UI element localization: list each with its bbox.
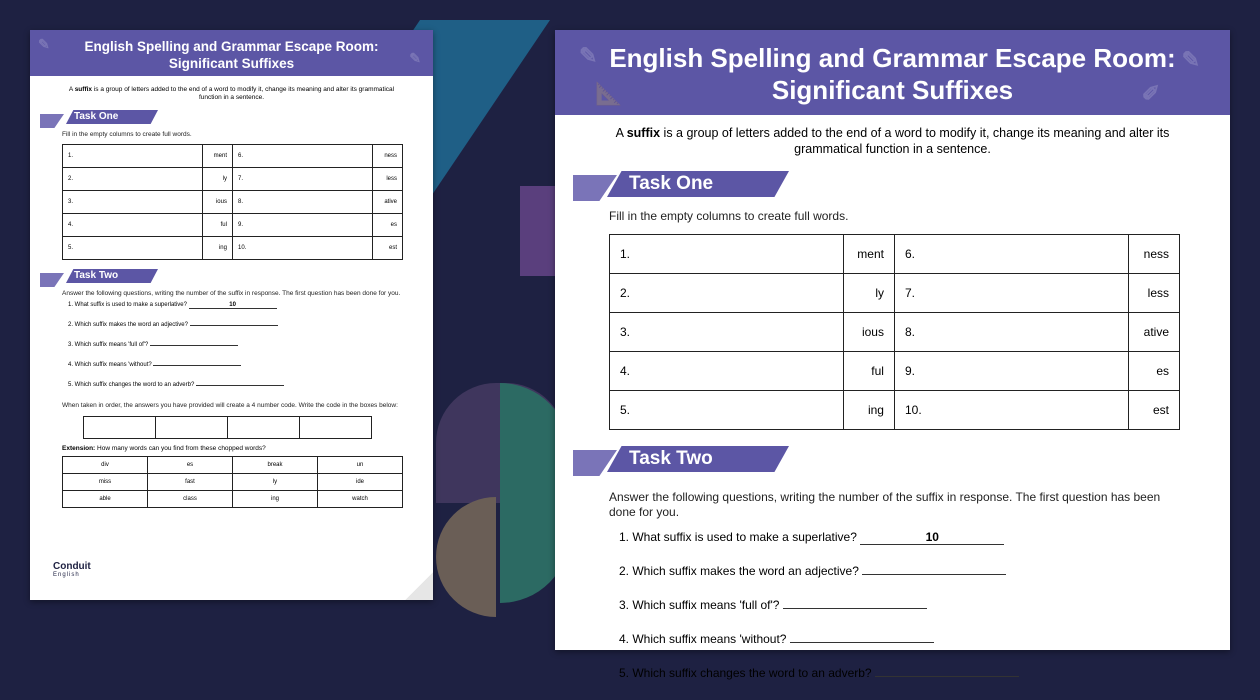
chopped-word-cell: break: [233, 457, 318, 474]
suffix-table-row: [610, 352, 1180, 391]
question-text: 5. Which suffix changes the word to an adverb?: [68, 382, 195, 388]
worksheet-preview-zoomed: [555, 30, 1230, 680]
suffix-table: [62, 144, 403, 260]
word-cell[interactable]: 9.: [894, 352, 1128, 391]
chopped-word-cell: watch: [318, 491, 403, 508]
suffix-cell: less: [372, 168, 402, 191]
book-doodle-icon: ✐: [1141, 81, 1160, 106]
code-box[interactable]: [155, 416, 228, 439]
suffix-table-row: [63, 145, 403, 168]
question-text: 4. Which suffix means 'without?: [619, 632, 787, 646]
title-line2: Significant Suffixes: [168, 56, 295, 71]
suffix-table: [609, 234, 1180, 430]
question-item: [68, 322, 433, 342]
ruler-doodle-icon: 📐: [595, 81, 623, 106]
intro-keyword: suffix: [626, 126, 661, 140]
title-line1: English Spelling and Grammar Escape Room:: [84, 39, 379, 54]
question-text: 1. What suffix is used to make a superlative?: [619, 530, 857, 544]
question-item: [619, 598, 1230, 632]
task-two-instruction: Answer the following questions, writing the number of the suffix in response. The first question has been done for you.: [609, 490, 1161, 519]
suffix-cell: less: [1129, 274, 1180, 313]
intro-text: [30, 76, 433, 102]
suffix-cell: ative: [1129, 313, 1180, 352]
question-text: 3. Which suffix means 'full of'?: [619, 598, 780, 612]
word-cell[interactable]: 8.: [894, 313, 1128, 352]
question-text: 2. Which suffix makes the word an adjective?: [619, 564, 859, 578]
suffix-cell: ful: [202, 214, 232, 237]
word-cell[interactable]: 9.: [232, 214, 372, 237]
title-line2: Significant Suffixes: [771, 75, 1014, 105]
word-cell[interactable]: 1.: [610, 235, 844, 274]
suffix-cell: ment: [202, 145, 232, 168]
suffix-cell: ful: [844, 352, 895, 391]
suffix-cell: ative: [372, 191, 402, 214]
chopped-word-cell: able: [63, 491, 148, 508]
suffix-table-row: [610, 313, 1180, 352]
suffix-table-row: [610, 274, 1180, 313]
question-text: 3. Which suffix means 'full of'?: [68, 342, 149, 348]
suffix-cell: es: [1129, 352, 1180, 391]
question-item: [619, 530, 1230, 564]
pencil-doodle-icon: ✎: [409, 50, 421, 66]
chopped-word-cell: class: [148, 491, 233, 508]
answer-line[interactable]: [153, 365, 241, 366]
suffix-cell: ious: [202, 191, 232, 214]
suffix-table-row: [63, 168, 403, 191]
question-list: [555, 520, 1230, 700]
background-purple-block: [520, 186, 560, 276]
logo-sub: English: [53, 572, 80, 578]
intro-text: [555, 115, 1230, 157]
word-cell[interactable]: 7.: [232, 168, 372, 191]
code-box[interactable]: [83, 416, 156, 439]
chopped-word-cell: fast: [148, 474, 233, 491]
chopped-word-cell: un: [318, 457, 403, 474]
question-item: [619, 564, 1230, 598]
answer-line[interactable]: [862, 574, 1006, 575]
suffix-table-row: [63, 191, 403, 214]
question-item: [619, 632, 1230, 666]
answer-line[interactable]: [790, 642, 934, 643]
chopped-word-cell: miss: [63, 474, 148, 491]
word-cell[interactable]: 7.: [894, 274, 1128, 313]
chopped-words-row: [63, 457, 403, 474]
pencil-doodle-icon: ✎: [38, 36, 50, 52]
extension-question: How many words can you find from these chopped words?: [95, 445, 266, 452]
logo-name: Conduit: [53, 561, 91, 572]
suffix-cell: ness: [1129, 235, 1180, 274]
chopped-words-row: [63, 474, 403, 491]
suffix-cell: est: [372, 237, 402, 260]
background-arc-shape: [436, 497, 496, 617]
answer-line[interactable]: [875, 676, 1019, 677]
word-cell[interactable]: 5.: [610, 391, 844, 430]
heading-tab: [573, 450, 617, 476]
suffix-table-row: [610, 235, 1180, 274]
code-box[interactable]: [227, 416, 300, 439]
heading-tab: [40, 114, 64, 128]
word-cell[interactable]: 6.: [894, 235, 1128, 274]
task-two-heading: [555, 446, 1230, 480]
worksheet-preview-full: [30, 30, 433, 600]
answer-line[interactable]: [196, 385, 284, 386]
chopped-word-cell: div: [63, 457, 148, 474]
task-two-label: Task Two: [74, 270, 119, 281]
word-cell[interactable]: 2.: [610, 274, 844, 313]
conduit-logo: [53, 561, 91, 578]
suffix-table-row: [610, 391, 1180, 430]
answer-line[interactable]: [150, 345, 238, 346]
answer-line[interactable]: 10: [860, 530, 1004, 545]
intro-rest: is a group of letters added to the end of a word to modify it, change its meaning and alter its grammatical function in a sentence.: [660, 126, 1170, 156]
extension-text: [30, 439, 433, 452]
answer-line[interactable]: [783, 608, 927, 609]
suffix-cell: ment: [844, 235, 895, 274]
task-one-instruction: Fill in the empty columns to create full words.: [62, 131, 192, 138]
chopped-word-cell: ing: [233, 491, 318, 508]
title-banner: [30, 30, 433, 76]
suffix-table-row: [63, 237, 403, 260]
heading-tab: [40, 273, 64, 287]
chopped-words-table: [62, 456, 403, 508]
chopped-word-cell: ly: [233, 474, 318, 491]
suffix-cell: es: [372, 214, 402, 237]
question-list: [30, 298, 433, 402]
word-cell[interactable]: 8.: [232, 191, 372, 214]
task-two-label: Task Two: [629, 448, 713, 469]
answer-line[interactable]: 10: [189, 302, 277, 309]
word-cell[interactable]: 3.: [63, 191, 203, 214]
question-text: 2. Which suffix makes the word an adjective?: [68, 322, 188, 328]
task-two-instruction: Answer the following questions, writing the number of the suffix in response. The first question has been done for you.: [62, 290, 401, 297]
question-text: 4. Which suffix means 'without?: [68, 362, 152, 368]
task-one-instruction: Fill in the empty columns to create full words.: [609, 209, 849, 223]
extension-label: Extension:: [62, 445, 96, 452]
question-item: [68, 382, 433, 402]
chopped-word-cell: es: [148, 457, 233, 474]
pencil-doodle-icon: ✎: [1181, 47, 1200, 72]
word-cell[interactable]: 10.: [894, 391, 1128, 430]
intro-prefix: A: [68, 86, 75, 93]
suffix-cell: ing: [202, 237, 232, 260]
question-text: 5. Which suffix changes the word to an adverb?: [619, 666, 872, 680]
word-cell[interactable]: 2.: [63, 168, 203, 191]
pencil-doodle-icon: ✎: [579, 43, 598, 68]
answer-line[interactable]: [190, 325, 278, 326]
task-one-heading: [30, 110, 433, 128]
heading-tab: [573, 175, 617, 201]
word-cell[interactable]: 10.: [232, 237, 372, 260]
code-boxes: [83, 416, 433, 439]
task-one-label: Task One: [629, 173, 714, 194]
suffix-cell: est: [1129, 391, 1180, 430]
suffix-cell: ness: [372, 145, 402, 168]
suffix-cell: ly: [844, 274, 895, 313]
chopped-word-cell: ide: [318, 474, 403, 491]
word-cell[interactable]: 3.: [610, 313, 844, 352]
intro-rest: is a group of letters added to the end of a word to modify it, change its meaning and alter its grammatical function in a sentence.: [92, 86, 395, 101]
question-item: [68, 362, 433, 382]
chopped-words-row: [63, 491, 403, 508]
word-cell[interactable]: 1.: [63, 145, 203, 168]
word-cell[interactable]: 4.: [63, 214, 203, 237]
suffix-cell: ing: [844, 391, 895, 430]
title-line1: English Spelling and Grammar Escape Room:: [609, 43, 1176, 73]
task-one-heading: [555, 171, 1230, 205]
intro-keyword: suffix: [74, 86, 93, 93]
question-item: [68, 302, 433, 322]
suffix-cell: ious: [844, 313, 895, 352]
word-cell[interactable]: 5.: [63, 237, 203, 260]
code-instruction: When taken in order, the answers you have provided will create a 4 number code. Write the code in the boxes below:: [62, 402, 398, 409]
word-cell[interactable]: 6.: [232, 145, 372, 168]
suffix-table-row: [63, 214, 403, 237]
question-item: [619, 666, 1230, 700]
task-one-label: Task One: [74, 111, 119, 122]
task-two-heading: [30, 269, 433, 287]
page-curl: [405, 572, 433, 600]
intro-prefix: A: [615, 126, 627, 140]
question-text: 1. What suffix is used to make a superlative?: [68, 302, 187, 308]
suffix-cell: ly: [202, 168, 232, 191]
code-box[interactable]: [299, 416, 372, 439]
word-cell[interactable]: 4.: [610, 352, 844, 391]
question-item: [68, 342, 433, 362]
title-banner: [555, 30, 1230, 115]
